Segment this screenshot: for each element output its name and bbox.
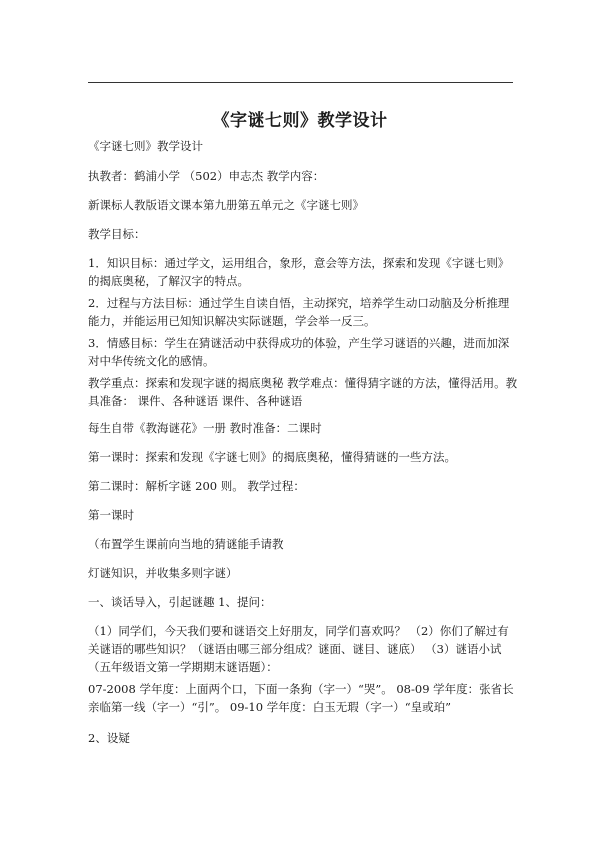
paragraph-lesson-1: 第一课时：探索和发现《字谜七则》的揭底奥秘，懂得猜谜的一些方法。 bbox=[88, 450, 456, 464]
paragraph-materials: 每生自带《教海谜花》一册 教时准备：二课时 bbox=[88, 421, 322, 435]
paragraph-goal-3: 3．情感目标：学生在猜谜活动中获得成功的体验，产生学习谜语的兴趣，进而加深对中华传统文化的感情。 bbox=[88, 336, 510, 368]
paragraph-first-lesson: 第一课时 bbox=[88, 508, 134, 522]
paragraph-key-points: 教学重点：探索和发现字谜的揭底奥秘 教学难点：懂得猜字谜的方法，懂得活用。教具准备： 课件、各种谜语 课件、各种谜语 bbox=[88, 376, 518, 408]
paragraph-set-question: 2、设疑 bbox=[88, 731, 130, 745]
paragraph-prep-1: （布置学生课前向当地的猜谜能手请教 bbox=[88, 537, 284, 551]
paragraph-content: 新课标人教版语文课本第九册第五单元之《字谜七则》 bbox=[88, 198, 364, 212]
paragraph-teacher: 执教者：鹤浦小学 （502）申志杰 教学内容： bbox=[88, 169, 325, 183]
paragraph-goal-2: 2．过程与方法目标：通过学生自读自悟，主动探究，培养学生动口动脑及分析推理能力，并能运用已知知识解决实际谜题，学会举一反三。 bbox=[88, 296, 510, 328]
paragraph-prep-2: 灯谜知识，并收集多则字谜） bbox=[88, 566, 238, 580]
document-title: 《字谜七则》教学设计 bbox=[212, 111, 388, 131]
paragraph-questions: （1）同学们，今天我们要和谜语交上好朋友，同学们喜欢吗？ （2）你们了解过有关谜语的哪些知识？（谜语由哪三部分组成？谜面、谜目、谜底） （3）谜语小试（五年级语文第一学期期末谜语题）： bbox=[88, 624, 509, 674]
paragraph-riddles: 07-2008 学年度：上面两个口，下面一条狗（字一）“哭”。 08-09 学年度：张省长亲临第一线（字一）“引”。 09-10 学年度：白玉无瑕（字一）“皇或珀” bbox=[88, 682, 514, 714]
paragraph-goals-heading: 教学目标： bbox=[88, 227, 146, 241]
paragraph-intro: 一、谈话导入，引起谜趣 1、提问： bbox=[88, 595, 272, 609]
paragraph-lesson-2: 第二课时：解析字谜 200 则。 教学过程： bbox=[88, 479, 305, 493]
paragraph-goal-1: 1．知识目标：通过学文，运用组合，象形，意会等方法，探索和发现《字谜七则》的揭底奥秘，了解汉字的特点。 bbox=[88, 256, 510, 288]
header-rule bbox=[88, 82, 513, 83]
paragraph-subtitle: 《字谜七则》教学设计 bbox=[88, 139, 203, 153]
